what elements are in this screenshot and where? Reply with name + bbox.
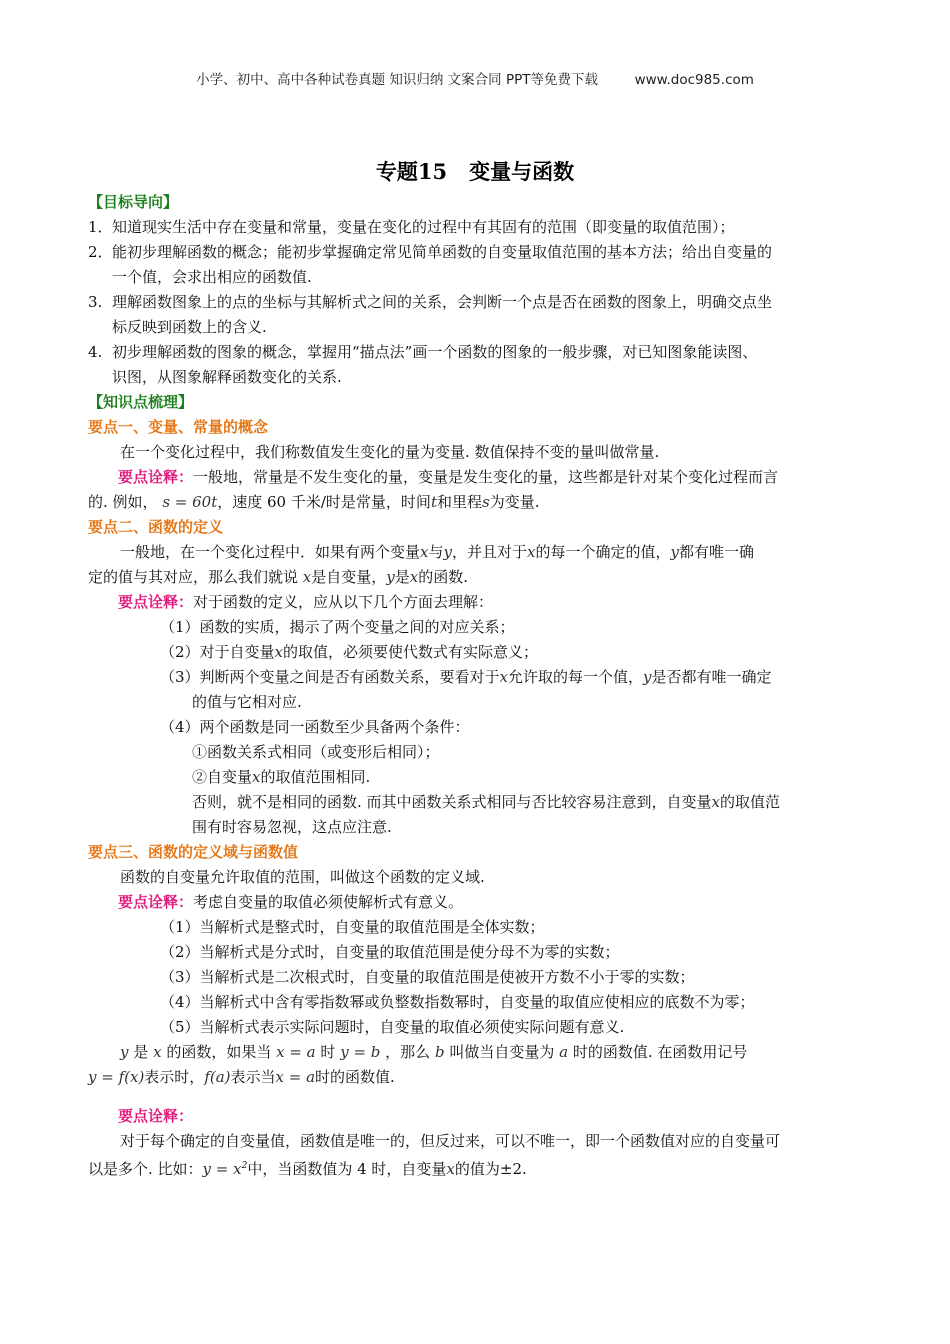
goal-item-3: 3. 理解函数图象上的点的坐标与其解析式之间的关系，会判断一个点是否在函数的图象上，明确交点坐 标反映到函数上的含义. [88,293,773,336]
point3-text: 函数的自变量允许取值的范围，叫做这个函数的定义域. [120,868,485,886]
site-link[interactable]: www.doc985.com [634,72,754,88]
formula-y-x2: y = x [202,1160,242,1178]
title-name: 变量与函数 [469,159,575,184]
point2-item3-cont: 的值与它相对应. [192,693,302,711]
point2-line1: 一般地，在一个变化过程中．如果有两个变量x与y，并且对于x的每一个确定的值，y都有唯一确 [120,543,754,561]
point2-item2: （2）对于自变量x的取值，必须要使代数式有实际意义； [160,643,539,661]
point2-cond2: ②自变量x的取值范围相同. [192,768,371,786]
point3-note2-line1: 对于每个确定的自变量值，函数值是唯一的，但反过来，可以不唯一，即一个函数值对应的自变量可 [120,1132,781,1150]
point3-item2: （2）当解析式是分式时，自变量的取值范围是使分母不为零的实数； [160,943,620,961]
point2-item4: （4）两个函数是同一函数至少具备两个条件： [160,718,470,736]
point3-item5: （5）当解析式表示实际问题时，自变量的取值必须使实际问题有意义. [160,1018,625,1036]
site-header [0,68,950,88]
point3-note2-line2: 以是多个. 比如：$y = x^2$中，当函数值为 4 时，自变量x的值为±2. [88,1160,527,1178]
point3-heading: 要点三、函数的定义域与函数值 [88,843,299,861]
function-value-line2: y = f(x)表示时，f(a)表示当x = a时的函数值. [88,1068,395,1086]
point2-else1: 否则，就不是相同的函数. 而其中函数关系式相同与否比较容易注意到，自变量x的取值范 [192,793,781,811]
function-value-line1: y 是 x 的函数，如果当 x = a 时 y = b ，那么 b 叫做当自变量为 a 时的函数值. 在函数用记号 [120,1043,748,1061]
knowledge-heading: 【知识点梳理】 [88,393,194,411]
point3-item1: （1）当解析式是整式时，自变量的取值范围是全体实数； [160,918,545,936]
point2-line2: 定的值与其对应，那么我们就说 x是自变量，y是x的函数. [88,568,469,586]
page-title [0,156,950,186]
point2-note: 要点诠释：对于函数的定义，应从以下几个方面去理解： [118,593,494,611]
goal-item-1: 1． 知道现实生活中存在变量和常量，变量在变化的过程中有其固有的范围（即变量的取值范围）； [88,218,735,236]
goal-item-2: 2． 能初步理解函数的概念；能初步掌握确定常见简单函数的自变量取值范围的基本方法；给出自变量的 一个值，会求出相应的函数值. [88,243,773,286]
point3-note2-label: 要点诠释： [118,1107,194,1125]
goal-item-4: 4. 初步理解函数的图象的概念，掌握用“描点法”画一个函数的图象的一般步骤，对已知图象能读图、 识图，从图象解释函数变化的关系. [88,343,758,386]
point1-text: 在一个变化过程中，我们称数值发生变化的量为变量. 数值保持不变的量叫做常量. [120,443,660,461]
point3-note: 要点诠释：考虑自变量的取值必须使解析式有意义。 [118,893,464,911]
point2-cond1: ①函数关系式相同（或变形后相同）； [192,743,440,761]
point2-heading: 要点二、函数的定义 [88,518,224,536]
point1-note-line2: 的. 例如， s = 60t，速度 60 千米/时是常量，时间t和里程s为变量. [88,493,540,511]
point2-item1: （1）函数的实质，揭示了两个变量之间的对应关系； [160,618,515,636]
formula-s60t: s = 60t [162,493,218,511]
title-topic: 专题15 [375,159,448,184]
point3-item3: （3）当解析式是二次根式时，自变量的取值范围是使被开方数不小于零的实数； [160,968,695,986]
point3-item4: （4）当解析式中含有零指数幂或负整数指数幂时，自变量的取值应使相应的底数不为零； [160,993,755,1011]
point2-item3: （3）判断两个变量之间是否有函数关系，要看对于x允许取的每一个值，y是否都有唯一确定 [160,668,772,686]
point2-else2: 围有时容易忽视，这点应注意. [192,818,392,836]
content [88,190,868,1179]
point1-heading: 要点一、变量、常量的概念 [88,418,269,436]
goals-heading: 【目标导向】 [88,193,179,211]
point1-note: 要点诠释：一般地，常量是不发生变化的量，变量是发生变化的量，这些都是针对某个变化过程而言 [118,468,779,486]
header-text: 小学、初中、高中各种试卷真题 知识归纳 文案合同 PPT等免费下载 [196,72,598,88]
